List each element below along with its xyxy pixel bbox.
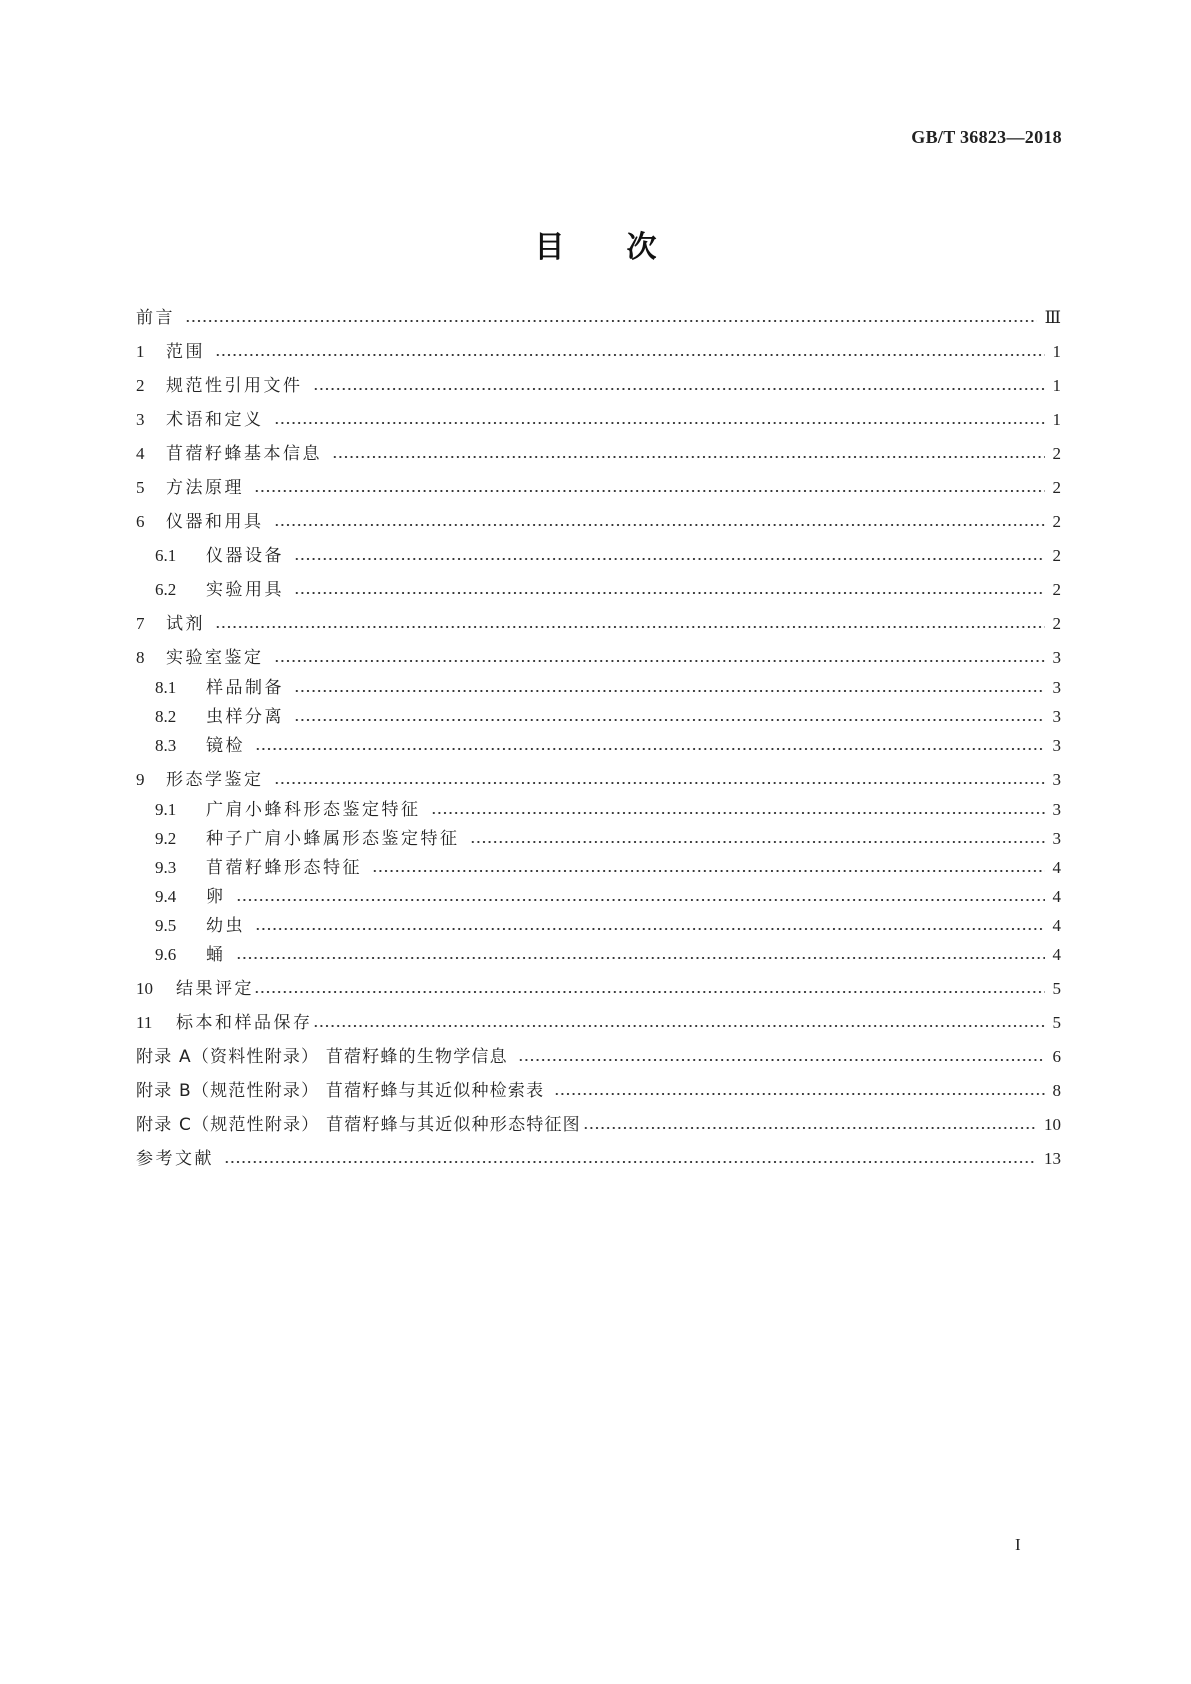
toc-entry-page: 4 [1052, 916, 1061, 935]
toc-entry-7[interactable] [136, 611, 1061, 637]
leader-dots [274, 509, 1045, 535]
toc-entry-9-3[interactable] [155, 855, 1061, 881]
page-number: I [1015, 1535, 1021, 1554]
toc-entry-title: 实验用具 [206, 580, 284, 600]
toc-entry-title: 规范性引用文件 [166, 376, 303, 396]
toc-entry-number: 7 [136, 614, 145, 633]
toc-entry-number: 9.6 [155, 945, 177, 964]
toc-entry-number: 9.2 [155, 829, 177, 848]
toc-entry-11[interactable] [136, 1010, 1061, 1036]
leader-dots [470, 826, 1045, 852]
toc-entry-number: 8.2 [155, 707, 177, 726]
toc-entry-title: 方法原理 [166, 478, 244, 498]
toc-entry-page: 6 [1052, 1047, 1061, 1066]
leader-dots [255, 733, 1045, 759]
leader-dots [274, 767, 1045, 793]
toc-entry-number: 9.1 [155, 800, 177, 819]
toc-entry-page: 3 [1052, 678, 1061, 697]
toc-entry-title: 镜检 [206, 736, 245, 756]
toc-entry-page: 3 [1052, 707, 1061, 726]
toc-entry-page: 3 [1052, 800, 1061, 819]
toc-entry-page: 2 [1052, 512, 1061, 531]
leader-dots [294, 704, 1045, 730]
toc-entry-page: 2 [1052, 546, 1061, 565]
toc-entry-2[interactable] [136, 373, 1061, 399]
toc-entry-4[interactable] [136, 441, 1061, 467]
toc-entry-page: 4 [1052, 887, 1061, 906]
toc-entry-8[interactable] [136, 645, 1061, 671]
toc-entry-page: 2 [1052, 444, 1061, 463]
toc-entry-9-2[interactable] [155, 826, 1061, 852]
toc-entry-3[interactable] [136, 407, 1061, 433]
toc-entry-number: 8.1 [155, 678, 177, 697]
leader-dots [294, 543, 1045, 569]
toc-entry-page: 4 [1052, 858, 1061, 877]
toc-entry-6-2[interactable] [155, 577, 1061, 603]
leader-dots [294, 675, 1045, 701]
toc-entry-page: 1 [1052, 410, 1061, 429]
toc-entry-appendix-c[interactable] [136, 1112, 1061, 1138]
toc-entry-title: 试剂 [166, 614, 205, 634]
toc-entry-9-5[interactable] [155, 913, 1061, 939]
toc-entry-9-6[interactable] [155, 942, 1061, 968]
standard-code: GB/T 36823—2018 [911, 127, 1062, 147]
leader-dots [215, 611, 1045, 637]
toc-entry-page: 3 [1052, 736, 1061, 755]
leader-dots [254, 475, 1045, 501]
toc-entry-title: 结果评定 [176, 979, 254, 999]
toc-entry-number: 8.3 [155, 736, 177, 755]
toc-entry-title: 种子广肩小蜂属形态鉴定特征 [206, 829, 460, 849]
toc-entry-10[interactable] [136, 976, 1061, 1002]
toc-entry-appendix-a[interactable] [136, 1044, 1061, 1070]
leader-dots [583, 1112, 1036, 1138]
leader-dots [254, 976, 1045, 1002]
leader-dots [372, 855, 1045, 881]
toc-entry-page: 1 [1052, 342, 1061, 361]
toc-entry-title: 卵 [206, 887, 226, 907]
toc-entry-number: 6 [136, 512, 145, 531]
leader-dots [431, 797, 1045, 823]
toc-entry-8-2[interactable] [155, 704, 1061, 730]
toc-entry-8-3[interactable] [155, 733, 1061, 759]
toc-entry-title: 仪器和用具 [166, 512, 264, 532]
toc-entry-9-1[interactable] [155, 797, 1061, 823]
toc-entry-number: 9.3 [155, 858, 177, 877]
toc-entry-number: 11 [136, 1013, 153, 1032]
toc-entry-title: 实验室鉴定 [166, 648, 264, 668]
toc-entry-page: 2 [1052, 614, 1061, 633]
toc-entry-5[interactable] [136, 475, 1061, 501]
toc-entry-title: 样品制备 [206, 678, 284, 698]
leader-dots [185, 305, 1037, 331]
toc-entry-title: 标本和样品保存 [176, 1013, 313, 1033]
toc-entry-title: 虫样分离 [206, 707, 284, 727]
toc-entry-page: 3 [1052, 770, 1061, 789]
toc-entry-9[interactable] [136, 767, 1061, 793]
toc-entry-page: 13 [1044, 1149, 1061, 1168]
toc-entry-1[interactable] [136, 339, 1061, 365]
toc-entry-number: 9 [136, 770, 145, 789]
toc-entry-9-4[interactable] [155, 884, 1061, 910]
toc-entry-title: 苜蓿籽蜂基本信息 [166, 444, 322, 464]
toc-entry-number: 6.2 [155, 580, 177, 599]
leader-dots [224, 1146, 1036, 1172]
toc-entry-page: 4 [1052, 945, 1061, 964]
toc-entry-page: 8 [1052, 1081, 1061, 1100]
toc-entry-title: 范围 [166, 342, 205, 362]
toc-entry-number: 9.5 [155, 916, 177, 935]
leader-dots [313, 373, 1045, 399]
toc-entry-title: 苜蓿籽蜂形态特征 [206, 858, 362, 878]
toc-heading: 目次 [534, 230, 719, 265]
toc-entry-page: Ⅲ [1044, 308, 1061, 327]
toc-entry-page: 5 [1052, 979, 1061, 998]
toc-entry-number: 2 [136, 376, 145, 395]
toc-entry-number: 1 [136, 342, 145, 361]
leader-dots [255, 913, 1045, 939]
toc-entry-title: 广肩小蜂科形态鉴定特征 [206, 800, 421, 820]
leader-dots [313, 1010, 1045, 1036]
toc-entry-foreword[interactable] [136, 305, 1061, 331]
leader-dots [554, 1078, 1044, 1104]
toc-entry-page: 2 [1052, 580, 1061, 599]
toc-entry-title: 参考文献 [136, 1149, 214, 1169]
toc-entry-title: 附录 B（规范性附录） 苜蓿籽蜂与其近似种检索表 [136, 1081, 545, 1101]
toc-entry-page: 2 [1052, 478, 1061, 497]
toc-entry-title: 幼虫 [206, 916, 245, 936]
toc-entry-title: 术语和定义 [166, 410, 264, 430]
toc-entry-page: 3 [1052, 648, 1061, 667]
toc-entry-number: 10 [136, 979, 153, 998]
toc-entry-page: 1 [1052, 376, 1061, 395]
toc-entry-title: 仪器设备 [206, 546, 284, 566]
leader-dots [294, 577, 1045, 603]
toc-entry-title: 蛹 [206, 945, 226, 965]
toc-entry-page: 5 [1052, 1013, 1061, 1032]
toc-entry-6[interactable] [136, 509, 1061, 535]
leader-dots [332, 441, 1045, 467]
leader-dots [518, 1044, 1045, 1070]
toc-entry-title: 附录 A（资料性附录） 苜蓿籽蜂的生物学信息 [136, 1047, 508, 1067]
leader-dots [236, 942, 1045, 968]
toc-entry-number: 9.4 [155, 887, 177, 906]
toc-entry-title: 前言 [136, 308, 175, 328]
toc-entry-page: 3 [1052, 829, 1061, 848]
toc-entry-references[interactable] [136, 1146, 1061, 1172]
toc-entry-page: 10 [1044, 1115, 1061, 1134]
toc-entry-number: 4 [136, 444, 145, 463]
toc-entry-number: 5 [136, 478, 145, 497]
toc-entry-title: 附录 C（规范性附录） 苜蓿籽蜂与其近似种形态特征图 [136, 1115, 581, 1135]
toc-entry-number: 3 [136, 410, 145, 429]
toc-entry-title: 形态学鉴定 [166, 770, 264, 790]
toc-entry-appendix-b[interactable] [136, 1078, 1061, 1104]
toc-entry-number: 6.1 [155, 546, 177, 565]
leader-dots [236, 884, 1045, 910]
toc-entry-6-1[interactable] [155, 543, 1061, 569]
leader-dots [274, 645, 1045, 671]
toc-entry-number: 8 [136, 648, 145, 667]
leader-dots [274, 407, 1045, 433]
leader-dots [215, 339, 1045, 365]
toc-entry-8-1[interactable] [155, 675, 1061, 701]
